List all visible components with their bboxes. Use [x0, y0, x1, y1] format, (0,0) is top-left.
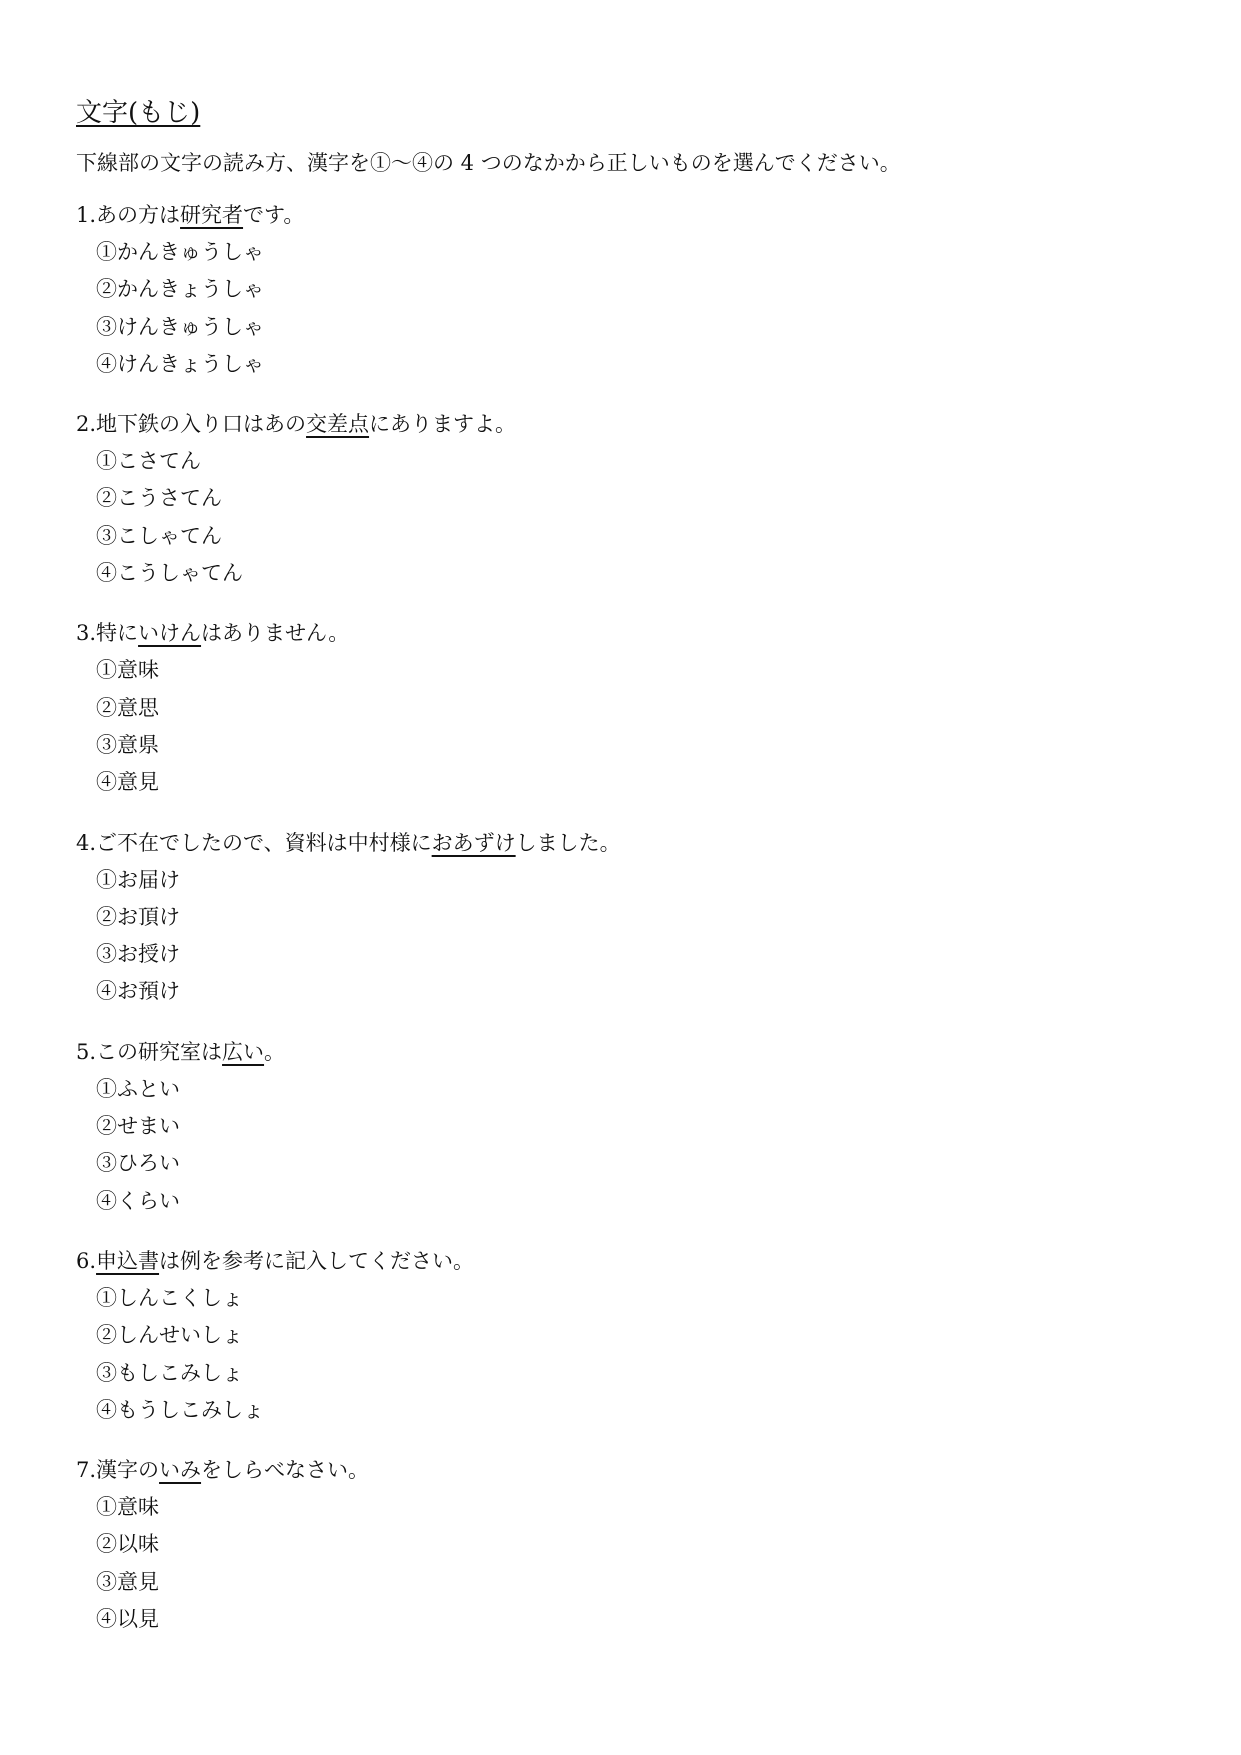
question-2 — [76, 409, 1166, 596]
question-stem — [76, 1037, 1166, 1067]
stem-pre: 特に — [96, 621, 139, 646]
question-number: 4. — [76, 830, 97, 855]
answer-option-4: ④お預け — [96, 979, 180, 1004]
question-number: 2. — [76, 412, 97, 437]
answer-option-2: ②かんきょうしゃ — [96, 277, 264, 302]
underlined-target: 申込書 — [96, 1248, 160, 1273]
question-1 — [76, 200, 1166, 387]
question-4 — [76, 828, 1166, 1015]
stem-post: をしらべなさい。 — [201, 1458, 370, 1483]
answer-option-1: ①かんきゅうしゃ — [96, 240, 264, 264]
answer-option-1: ①お届け — [96, 867, 180, 892]
stem-pre: 漢字の — [96, 1458, 160, 1483]
answer-option-3: ③お授け — [96, 942, 180, 967]
answer-option-1: ①こさてん — [96, 449, 201, 474]
answer-option-2: ②以味 — [96, 1532, 159, 1557]
stem-post: にありますよ。 — [369, 412, 517, 437]
answer-option-4: ④こうしゃてん — [96, 561, 243, 586]
question-stem — [76, 828, 1166, 858]
underlined-target: いけん — [138, 621, 202, 646]
stem-post: しました。 — [515, 830, 621, 855]
question-stem — [76, 1246, 1166, 1276]
section-title: 文字(もじ) — [76, 98, 201, 128]
answer-option-3: ③もしこみしょ — [96, 1360, 243, 1385]
stem-pre: この研究室は — [96, 1039, 223, 1064]
answer-option-2: ②お頂け — [96, 904, 180, 929]
answer-option-1: ①ふとい — [96, 1076, 180, 1101]
answer-option-3: ③ひろい — [96, 1151, 180, 1176]
answer-option-3: ③意県 — [96, 732, 159, 757]
answer-option-2: ②意思 — [96, 695, 159, 720]
question-number: 7. — [76, 1458, 97, 1483]
question-stem — [76, 409, 1166, 439]
question-number: 5. — [76, 1039, 97, 1064]
underlined-target: おあずけ — [431, 830, 516, 855]
answer-option-4: ④けんきょうしゃ — [96, 351, 264, 376]
stem-pre: あの方は — [96, 203, 181, 227]
instruction-text: 下線部の文字の読み方、漢字を①～④の 4 つのなかから正しいものを選んでください。 — [76, 151, 901, 175]
underlined-target: 広い — [222, 1039, 265, 1064]
stem-post: です。 — [243, 203, 305, 227]
question-number: 1. — [76, 203, 97, 227]
answer-option-4: ④もうしこみしょ — [96, 1397, 264, 1422]
answer-option-3: ③けんきゅうしゃ — [96, 314, 264, 339]
answer-option-3: ③意見 — [96, 1569, 159, 1594]
answer-option-4: ④くらい — [96, 1188, 180, 1213]
answer-option-2: ②こうさてん — [96, 486, 222, 511]
question-stem — [76, 200, 1166, 230]
stem-post: は例を参考に記入してください。 — [159, 1248, 475, 1273]
answer-option-2: ②しんせいしょ — [96, 1323, 243, 1348]
answer-option-1: ①しんこくしょ — [96, 1285, 243, 1310]
answer-option-1: ①意味 — [96, 1495, 159, 1520]
question-7 — [76, 1455, 1166, 1642]
answer-option-4: ④以見 — [96, 1607, 159, 1632]
answer-option-2: ②せまい — [96, 1114, 180, 1139]
underlined-target: 交差点 — [306, 412, 370, 437]
question-stem — [76, 618, 1166, 648]
stem-pre: 地下鉄の入り口はあの — [96, 412, 307, 437]
question-stem — [76, 1455, 1166, 1485]
underlined-target: 研究者 — [180, 203, 244, 227]
answer-option-3: ③こしゃてん — [96, 523, 222, 548]
answer-option-1: ①意味 — [96, 658, 159, 683]
question-number: 3. — [76, 621, 97, 646]
stem-pre: ご不在でしたので、資料は中村様に — [96, 830, 432, 855]
stem-post: 。 — [264, 1039, 286, 1064]
underlined-target: いみ — [159, 1458, 202, 1483]
question-6 — [76, 1246, 1166, 1433]
question-number: 6. — [76, 1248, 97, 1273]
answer-option-4: ④意見 — [96, 770, 159, 795]
document-page — [76, 96, 1166, 1664]
question-3 — [76, 618, 1166, 805]
stem-post: はありません。 — [201, 621, 350, 646]
question-5 — [76, 1037, 1166, 1224]
